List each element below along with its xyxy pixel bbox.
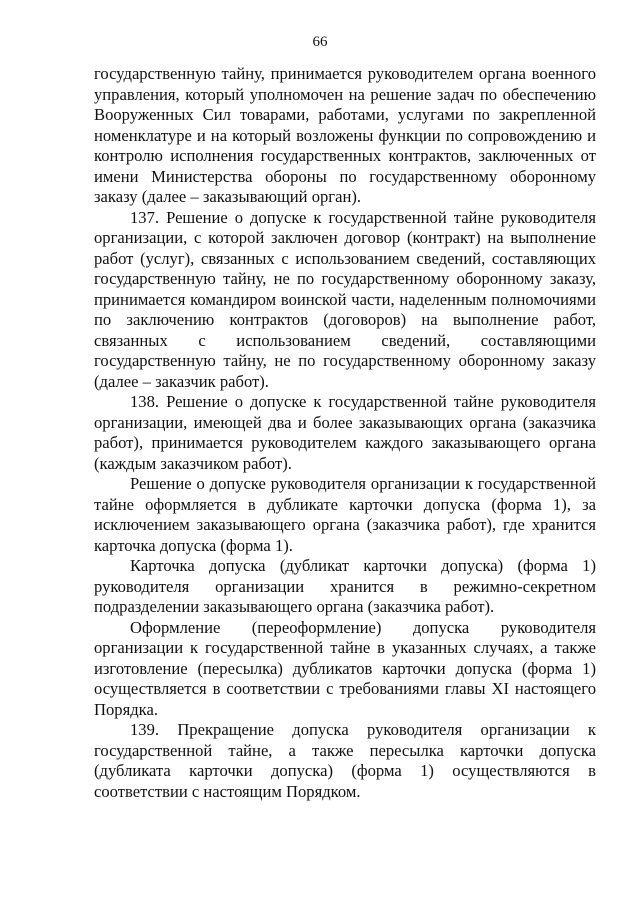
page-number: 66 [312, 34, 328, 50]
document-body [94, 64, 596, 802]
paragraph-139: 139. Прекращение допуска руководителя организации к государственной тайне, а также пересылка карточки допуска (дубликата карточки допуска) (форма 1) осуществляются в соответствии с настоящим Порядком. [94, 720, 596, 801]
paragraph-reissue: Оформление (переоформление) допуска руководителя организации к государственной тайне в указанных случаях, а также изготовление (пересылка) дубликатов карточки допуска (форма 1) осуществляется в соответствии с требованиями главы XI настоящего Порядка. [94, 617, 596, 719]
paragraph-137: 137. Решение о допуске к государственной тайне руководителя организации, с которой заключен договор (контракт) на выполнение работ (услуг), связанных с использованием сведений, составляющих государственную тайну, не по государственному оборонному заказу, принимается командиром воинской части, наделенным полномочиями по заключению контрактов (договоров) на выполнение работ, связанных с использованием сведений, составляющими государственную тайну, не по государственному оборонному заказу (далее – заказчик работ). [94, 207, 596, 391]
paragraph-continuation: государственную тайну, принимается руководителем органа военного управления, который уполномочен на решение задач по обеспечению Вооруженных Сил товарами, работами, услугами по закрепленной номенклатуре и на который возложены функции по сопровождению и контролю исполнения государственных контрактов, заключенных от имени Министерства обороны по государственному оборонному заказу (далее – заказывающий орган). [94, 64, 596, 206]
paragraph-decision-duplicate: Решение о допуске руководителя организации к государственной тайне оформляется в дубликате карточки допуска (форма 1), за исключением заказывающего органа (заказчика работ), где хранится карточка допуска (форма 1). [94, 474, 596, 555]
paragraph-card-storage: Карточка допуска (дубликат карточки допуска) (форма 1) руководителя организации хранится в режимно-секретном подразделении заказывающего органа (заказчика работ). [94, 556, 596, 616]
paragraph-138: 138. Решение о допуске к государственной тайне руководителя организации, имеющей два и более заказывающих органа (заказчика работ), принимается руководителем каждого заказывающего органа (каждым заказчиком работ). [94, 392, 596, 473]
